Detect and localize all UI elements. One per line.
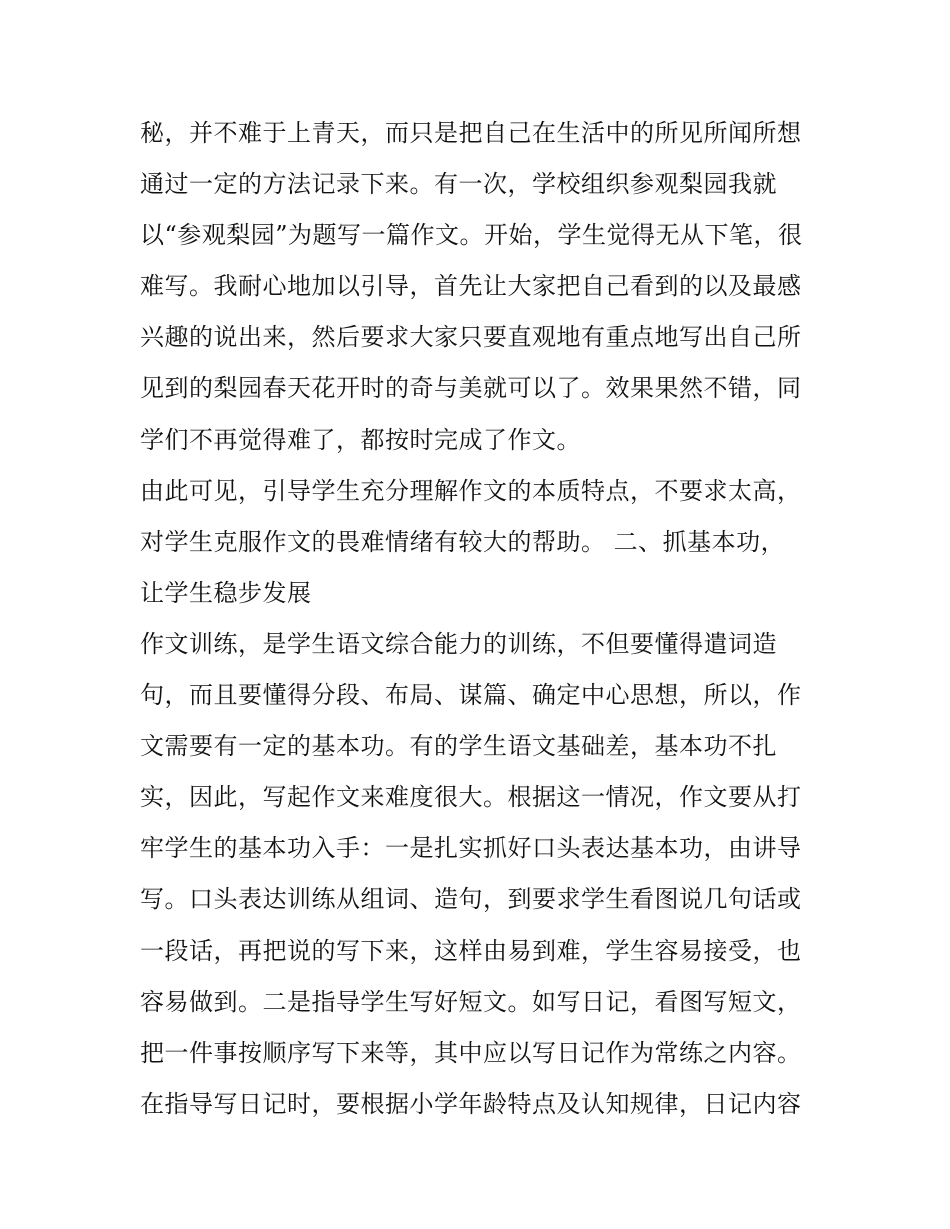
text-line: 见到的梨园春天花开时的奇与美就可以了。效果果然不错，同 — [140, 374, 802, 403]
text-line: 学们不再觉得难了，都按时完成了作文。 — [140, 425, 581, 454]
text-line: 在指导写日记时，要根据小学年龄特点及认知规律，日记内容 — [140, 1089, 802, 1118]
text-line: 由此可见，引导学生充分理解作文的本质特点，不要求太高， — [140, 476, 802, 505]
text-line: 实，因此，写起作文来难度很大。根据这一情况，作文要从打 — [140, 783, 802, 812]
text-line: 一段话，再把说的写下来，这样由易到难，学生容易接受，也 — [140, 936, 802, 965]
text-line: 让学生稳步发展 — [140, 578, 312, 607]
text-line: 写。口头表达训练从组词、造句，到要求学生看图说几句话或 — [140, 885, 802, 914]
text-line: 兴趣的说出来，然后要求大家只要直观地有重点地写出自己所 — [140, 323, 802, 352]
text-line: 容易做到。二是指导学生写好短文。如写日记，看图写短文， — [140, 987, 802, 1016]
text-line: 通过一定的方法记录下来。有一次，学校组织参观梨园我就 — [140, 170, 777, 199]
text-line: 秘，并不难于上青天，而只是把自己在生活中的所见所闻所想 — [140, 119, 802, 147]
body-text — [140, 108, 820, 1130]
text-line: 对学生克服作文的畏难情绪有较大的帮助。 二、抓基本功， — [140, 527, 786, 556]
text-line: 牢学生的基本功入手：一是扎实抓好口头表达基本功，由讲导 — [140, 834, 802, 863]
text-line: 以“参观梨园”为题写一篇作文。开始，学生觉得无从下笔，很 — [140, 221, 803, 250]
text-line: 文需要有一定的基本功。有的学生语文基础差，基本功不扎 — [140, 732, 777, 761]
text-line: 把一件事按顺序写下来等，其中应以写日记作为常练之内容。 — [140, 1038, 802, 1067]
text-line: 句，而且要懂得分段、布局、谋篇、确定中心思想，所以，作 — [140, 681, 802, 710]
text-line: 作文训练，是学生语文综合能力的训练，不但要懂得遣词造 — [140, 629, 777, 658]
text-line: 难写。我耐心地加以引导，首先让大家把自己看到的以及最感 — [140, 272, 802, 301]
